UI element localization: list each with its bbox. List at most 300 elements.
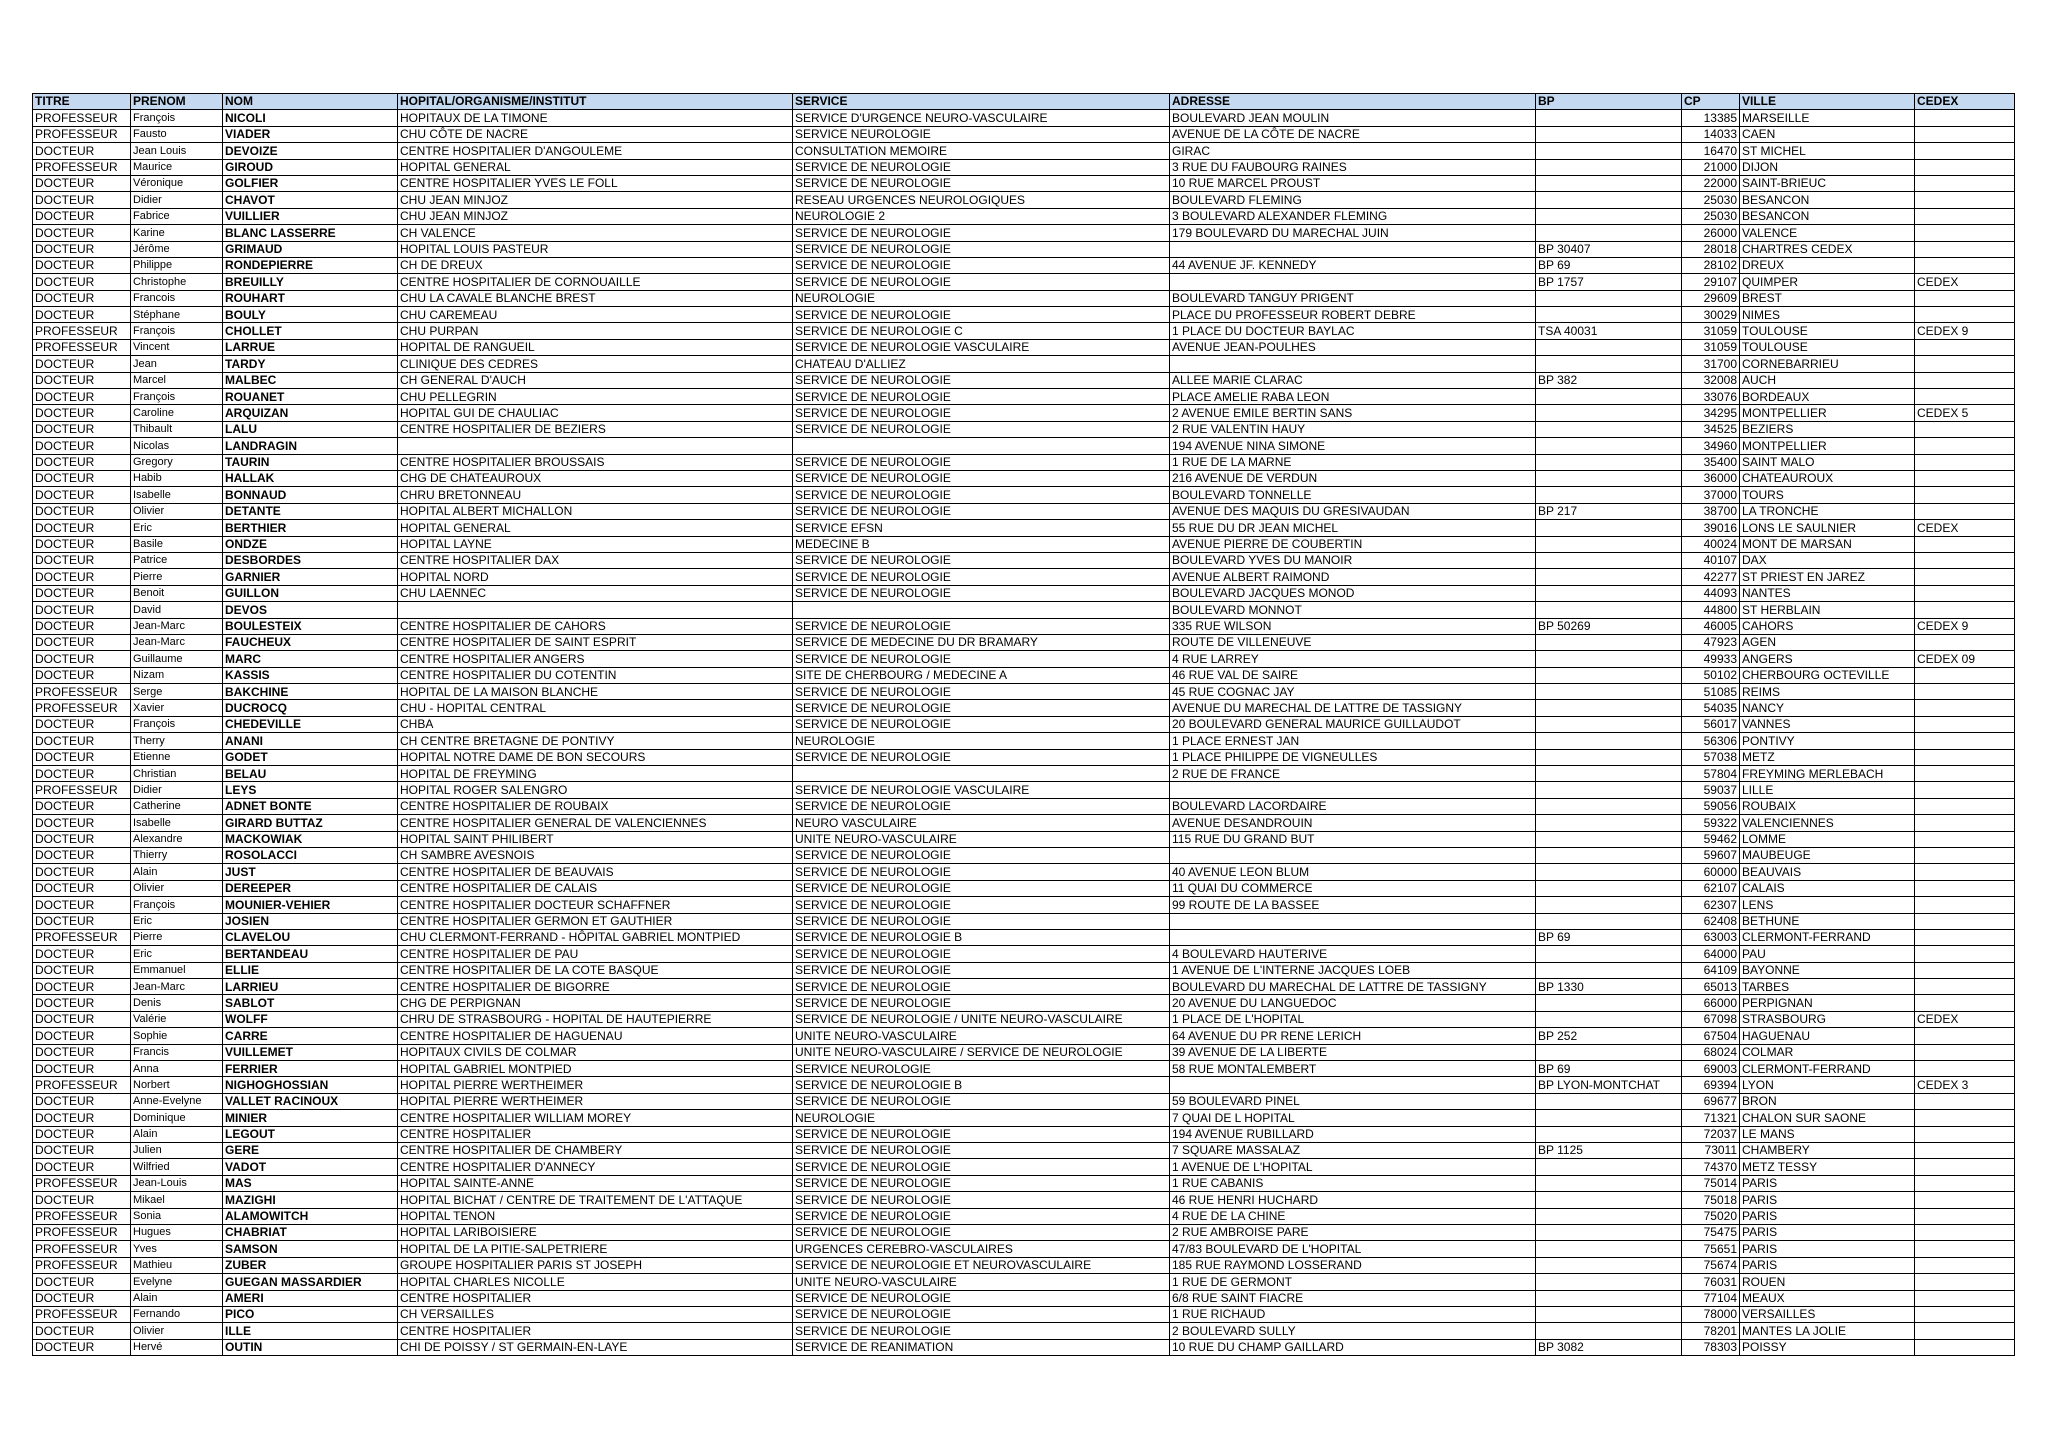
- cell-service: SERVICE EFSN: [793, 520, 1170, 536]
- cell-cp: 73011: [1682, 1143, 1740, 1159]
- cell-cp: 57038: [1682, 749, 1740, 765]
- cell-bp: [1536, 126, 1682, 142]
- cell-adresse: ALLEE MARIE CLARAC: [1170, 372, 1536, 388]
- cell-service: SERVICE DE NEUROLOGIE B: [793, 929, 1170, 945]
- cell-adresse: 20 BOULEVARD GENERAL MAURICE GUILLAUDOT: [1170, 716, 1536, 732]
- cell-prenom: Therry: [131, 733, 223, 749]
- table-row: [33, 110, 2015, 126]
- cell-bp: [1536, 536, 1682, 552]
- cell-prenom: Didier: [131, 192, 223, 208]
- cell-cp: 22000: [1682, 175, 1740, 191]
- cell-nom: MAZIGHI: [223, 1192, 398, 1208]
- cell-cedex: [1915, 143, 2015, 159]
- cell-service: SERVICE DE NEUROLOGIE: [793, 651, 1170, 667]
- cell-ville: PARIS: [1740, 1224, 1915, 1240]
- cell-prenom: Didier: [131, 782, 223, 798]
- cell-ville: PARIS: [1740, 1175, 1915, 1191]
- cell-nom: TAURIN: [223, 454, 398, 470]
- cell-bp: [1536, 569, 1682, 585]
- cell-prenom: Pierre: [131, 929, 223, 945]
- cell-cedex: [1915, 126, 2015, 142]
- cell-bp: BP 3082: [1536, 1339, 1682, 1355]
- cell-cp: 28102: [1682, 257, 1740, 273]
- cell-adresse: 46 RUE VAL DE SAIRE: [1170, 667, 1536, 683]
- cell-adresse: BOULEVARD TONNELLE: [1170, 487, 1536, 503]
- cell-cp: 50102: [1682, 667, 1740, 683]
- cell-service: NEUROLOGIE 2: [793, 208, 1170, 224]
- cell-cp: 62307: [1682, 897, 1740, 913]
- cell-prenom: Jean Louis: [131, 143, 223, 159]
- cell-cp: 54035: [1682, 700, 1740, 716]
- cell-nom: ARQUIZAN: [223, 405, 398, 421]
- cell-service: SERVICE DE NEUROLOGIE: [793, 995, 1170, 1011]
- cell-prenom: Jérôme: [131, 241, 223, 257]
- cell-ville: COLMAR: [1740, 1044, 1915, 1060]
- table-row: [33, 241, 2015, 257]
- table-row: [33, 175, 2015, 191]
- cell-cedex: [1915, 864, 2015, 880]
- cell-service: SERVICE DE NEUROLOGIE: [793, 569, 1170, 585]
- cell-cedex: [1915, 913, 2015, 929]
- cell-service: SERVICE DE NEUROLOGIE: [793, 372, 1170, 388]
- cell-cedex: [1915, 831, 2015, 847]
- cell-bp: [1536, 1208, 1682, 1224]
- cell-nom: HALLAK: [223, 470, 398, 486]
- header-cp: CP: [1682, 94, 1740, 110]
- cell-titre: DOCTEUR: [33, 1323, 131, 1339]
- cell-prenom: Alain: [131, 1126, 223, 1142]
- cell-service: [793, 602, 1170, 618]
- cell-titre: PROFESSEUR: [33, 1208, 131, 1224]
- table-row: [33, 192, 2015, 208]
- spreadsheet-page: [32, 93, 2014, 1356]
- cell-adresse: 1 PLACE DE L'HOPITAL: [1170, 1011, 1536, 1027]
- cell-hopital: CENTRE HOSPITALIER DE HAGUENAU: [398, 1028, 793, 1044]
- cell-prenom: Marcel: [131, 372, 223, 388]
- cell-titre: DOCTEUR: [33, 1339, 131, 1355]
- cell-service: SERVICE DE NEUROLOGIE: [793, 405, 1170, 421]
- table-row: [33, 1224, 2015, 1240]
- cell-cedex: [1915, 897, 2015, 913]
- cell-cedex: [1915, 749, 2015, 765]
- table-row: [33, 454, 2015, 470]
- cell-ville: BEZIERS: [1740, 421, 1915, 437]
- cell-ville: ANGERS: [1740, 651, 1915, 667]
- cell-cp: 67504: [1682, 1028, 1740, 1044]
- cell-service: SERVICE DE NEUROLOGIE: [793, 552, 1170, 568]
- cell-adresse: BOULEVARD DU MARECHAL DE LATTRE DE TASSIGNY: [1170, 979, 1536, 995]
- cell-bp: [1536, 389, 1682, 405]
- cell-adresse: [1170, 929, 1536, 945]
- cell-bp: [1536, 667, 1682, 683]
- cell-hopital: HOPITAL LOUIS PASTEUR: [398, 241, 793, 257]
- cell-cedex: [1915, 192, 2015, 208]
- cell-cedex: [1915, 438, 2015, 454]
- cell-service: SERVICE DE NEUROLOGIE: [793, 962, 1170, 978]
- cell-prenom: Jean: [131, 356, 223, 372]
- cell-adresse: 6/8 RUE SAINT FIACRE: [1170, 1290, 1536, 1306]
- cell-cedex: [1915, 1093, 2015, 1109]
- cell-ville: AUCH: [1740, 372, 1915, 388]
- cell-ville: PARIS: [1740, 1192, 1915, 1208]
- cell-prenom: David: [131, 602, 223, 618]
- cell-hopital: CENTRE HOSPITALIER WILLIAM MOREY: [398, 1110, 793, 1126]
- cell-prenom: Francois: [131, 290, 223, 306]
- cell-prenom: Etienne: [131, 749, 223, 765]
- cell-service: SERVICE DE NEUROLOGIE: [793, 798, 1170, 814]
- table-row: [33, 1208, 2015, 1224]
- cell-nom: FAUCHEUX: [223, 634, 398, 650]
- cell-nom: WOLFF: [223, 1011, 398, 1027]
- cell-cp: 75651: [1682, 1241, 1740, 1257]
- cell-titre: DOCTEUR: [33, 1061, 131, 1077]
- cell-service: SERVICE DE NEUROLOGIE: [793, 847, 1170, 863]
- cell-cedex: [1915, 1290, 2015, 1306]
- cell-hopital: CENTRE HOSPITALIER ANGERS: [398, 651, 793, 667]
- cell-cp: 29609: [1682, 290, 1740, 306]
- cell-nom: ALAMOWITCH: [223, 1208, 398, 1224]
- cell-adresse: [1170, 782, 1536, 798]
- cell-cp: 47923: [1682, 634, 1740, 650]
- cell-hopital: CENTRE HOSPITALIER DE CAHORS: [398, 618, 793, 634]
- cell-cedex: [1915, 1224, 2015, 1240]
- cell-service: SERVICE DE NEUROLOGIE: [793, 421, 1170, 437]
- table-row: [33, 798, 2015, 814]
- cell-adresse: GIRAC: [1170, 143, 1536, 159]
- cell-cedex: [1915, 766, 2015, 782]
- cell-titre: DOCTEUR: [33, 1044, 131, 1060]
- table-row: [33, 159, 2015, 175]
- cell-cedex: [1915, 1339, 2015, 1355]
- cell-adresse: 1 PLACE DU DOCTEUR BAYLAC: [1170, 323, 1536, 339]
- table-row: [33, 389, 2015, 405]
- cell-hopital: HOPITAL LARIBOISIERE: [398, 1224, 793, 1240]
- cell-titre: DOCTEUR: [33, 290, 131, 306]
- cell-ville: CHALON SUR SAONE: [1740, 1110, 1915, 1126]
- cell-prenom: Jean-Marc: [131, 634, 223, 650]
- cell-bp: [1536, 356, 1682, 372]
- cell-prenom: Valérie: [131, 1011, 223, 1027]
- cell-prenom: Eric: [131, 946, 223, 962]
- cell-nom: GERE: [223, 1143, 398, 1159]
- cell-titre: DOCTEUR: [33, 421, 131, 437]
- cell-hopital: CENTRE HOSPITALIER DE BIGORRE: [398, 979, 793, 995]
- cell-adresse: PLACE AMELIE RABA LEON: [1170, 389, 1536, 405]
- cell-nom: ILLE: [223, 1323, 398, 1339]
- cell-titre: DOCTEUR: [33, 585, 131, 601]
- cell-titre: PROFESSEUR: [33, 1175, 131, 1191]
- cell-hopital: CHU PURPAN: [398, 323, 793, 339]
- cell-cp: 35400: [1682, 454, 1740, 470]
- cell-ville: BRON: [1740, 1093, 1915, 1109]
- cell-hopital: HOPITAL GABRIEL MONTPIED: [398, 1061, 793, 1077]
- cell-hopital: CENTRE HOSPITALIER DE SAINT ESPRIT: [398, 634, 793, 650]
- cell-service: [793, 438, 1170, 454]
- cell-titre: DOCTEUR: [33, 569, 131, 585]
- cell-cp: 49933: [1682, 651, 1740, 667]
- cell-service: SERVICE DE MEDECINE DU DR BRAMARY: [793, 634, 1170, 650]
- cell-bp: BP 1125: [1536, 1143, 1682, 1159]
- cell-bp: [1536, 897, 1682, 913]
- cell-ville: CLERMONT-FERRAND: [1740, 929, 1915, 945]
- cell-nom: GARNIER: [223, 569, 398, 585]
- cell-cp: 40024: [1682, 536, 1740, 552]
- cell-service: SERVICE DE NEUROLOGIE: [793, 1093, 1170, 1109]
- cell-nom: MAS: [223, 1175, 398, 1191]
- cell-cedex: [1915, 1323, 2015, 1339]
- cell-service: SERVICE DE NEUROLOGIE: [793, 1208, 1170, 1224]
- cell-titre: DOCTEUR: [33, 1028, 131, 1044]
- cell-cp: 44093: [1682, 585, 1740, 601]
- cell-cedex: [1915, 1241, 2015, 1257]
- cell-cp: 59607: [1682, 847, 1740, 863]
- cell-prenom: Norbert: [131, 1077, 223, 1093]
- cell-ville: POISSY: [1740, 1339, 1915, 1355]
- cell-cedex: [1915, 110, 2015, 126]
- cell-cp: 46005: [1682, 618, 1740, 634]
- cell-cp: 28018: [1682, 241, 1740, 257]
- cell-nom: CARRE: [223, 1028, 398, 1044]
- cell-prenom: Benoit: [131, 585, 223, 601]
- cell-ville: VALENCIENNES: [1740, 815, 1915, 831]
- cell-cedex: CEDEX 09: [1915, 651, 2015, 667]
- cell-prenom: Pierre: [131, 569, 223, 585]
- cell-cp: 30029: [1682, 307, 1740, 323]
- cell-bp: BP 69: [1536, 1061, 1682, 1077]
- cell-nom: ROSOLACCI: [223, 847, 398, 863]
- table-row: [33, 143, 2015, 159]
- cell-cp: 78000: [1682, 1306, 1740, 1322]
- cell-bp: [1536, 1274, 1682, 1290]
- cell-bp: [1536, 192, 1682, 208]
- cell-ville: MARSEILLE: [1740, 110, 1915, 126]
- cell-cedex: [1915, 929, 2015, 945]
- cell-adresse: AVENUE JEAN-POULHES: [1170, 339, 1536, 355]
- cell-cp: 57804: [1682, 766, 1740, 782]
- cell-ville: NIMES: [1740, 307, 1915, 323]
- cell-bp: BP LYON-MONTCHAT: [1536, 1077, 1682, 1093]
- cell-hopital: CENTRE HOSPITALIER: [398, 1126, 793, 1142]
- cell-adresse: 3 BOULEVARD ALEXANDER FLEMING: [1170, 208, 1536, 224]
- cell-adresse: BOULEVARD JACQUES MONOD: [1170, 585, 1536, 601]
- cell-ville: ROUEN: [1740, 1274, 1915, 1290]
- cell-ville: PAU: [1740, 946, 1915, 962]
- cell-adresse: AVENUE DE LA CÔTE DE NACRE: [1170, 126, 1536, 142]
- cell-service: CHATEAU D'ALLIEZ: [793, 356, 1170, 372]
- cell-ville: LENS: [1740, 897, 1915, 913]
- cell-service: UNITE NEURO-VASCULAIRE / SERVICE DE NEUROLOGIE: [793, 1044, 1170, 1060]
- cell-nom: GODET: [223, 749, 398, 765]
- cell-bp: [1536, 1044, 1682, 1060]
- cell-prenom: Guillaume: [131, 651, 223, 667]
- cell-ville: LA TRONCHE: [1740, 503, 1915, 519]
- cell-service: SERVICE NEUROLOGIE: [793, 126, 1170, 142]
- cell-nom: ONDZE: [223, 536, 398, 552]
- cell-titre: DOCTEUR: [33, 979, 131, 995]
- table-row: [33, 569, 2015, 585]
- cell-cp: 26000: [1682, 225, 1740, 241]
- cell-service: NEUROLOGIE: [793, 290, 1170, 306]
- table-row: [33, 1061, 2015, 1077]
- cell-adresse: 1 RUE CABANIS: [1170, 1175, 1536, 1191]
- cell-nom: CHEDEVILLE: [223, 716, 398, 732]
- cell-bp: [1536, 1224, 1682, 1240]
- cell-nom: CHOLLET: [223, 323, 398, 339]
- cell-cedex: [1915, 1028, 2015, 1044]
- table-row: [33, 716, 2015, 732]
- cell-ville: CHERBOURG OCTEVILLE: [1740, 667, 1915, 683]
- table-body: [33, 110, 2015, 1356]
- cell-prenom: Hugues: [131, 1224, 223, 1240]
- table-row: [33, 356, 2015, 372]
- cell-bp: [1536, 454, 1682, 470]
- cell-bp: [1536, 946, 1682, 962]
- cell-adresse: 10 RUE MARCEL PROUST: [1170, 175, 1536, 191]
- cell-cp: 31700: [1682, 356, 1740, 372]
- cell-hopital: CENTRE HOSPITALIER DE PAU: [398, 946, 793, 962]
- cell-ville: BESANCON: [1740, 192, 1915, 208]
- cell-titre: DOCTEUR: [33, 831, 131, 847]
- cell-bp: [1536, 405, 1682, 421]
- cell-ville: MEAUX: [1740, 1290, 1915, 1306]
- table-row: [33, 766, 2015, 782]
- cell-nom: GIROUD: [223, 159, 398, 175]
- cell-bp: [1536, 339, 1682, 355]
- cell-titre: PROFESSEUR: [33, 1077, 131, 1093]
- cell-nom: BOULY: [223, 307, 398, 323]
- cell-prenom: Maurice: [131, 159, 223, 175]
- cell-adresse: AVENUE DU MARECHAL DE LATTRE DE TASSIGNY: [1170, 700, 1536, 716]
- cell-prenom: Sophie: [131, 1028, 223, 1044]
- cell-hopital: HOPITAL GUI DE CHAULIAC: [398, 405, 793, 421]
- cell-service: SERVICE DE NEUROLOGIE: [793, 503, 1170, 519]
- table-row: [33, 274, 2015, 290]
- cell-cedex: [1915, 257, 2015, 273]
- cell-cp: 36000: [1682, 470, 1740, 486]
- cell-service: SERVICE DE NEUROLOGIE: [793, 1175, 1170, 1191]
- cell-bp: [1536, 1175, 1682, 1191]
- table-row: [33, 536, 2015, 552]
- cell-service: UNITE NEURO-VASCULAIRE: [793, 1028, 1170, 1044]
- cell-nom: GUILLON: [223, 585, 398, 601]
- cell-cedex: [1915, 1126, 2015, 1142]
- cell-cp: 42277: [1682, 569, 1740, 585]
- table-row: [33, 962, 2015, 978]
- cell-bp: [1536, 913, 1682, 929]
- cell-cedex: [1915, 946, 2015, 962]
- cell-titre: DOCTEUR: [33, 470, 131, 486]
- contacts-table: [32, 93, 2015, 1356]
- cell-nom: SABLOT: [223, 995, 398, 1011]
- cell-ville: ST PRIEST EN JAREZ: [1740, 569, 1915, 585]
- cell-nom: LEGOUT: [223, 1126, 398, 1142]
- cell-adresse: 1 RUE RICHAUD: [1170, 1306, 1536, 1322]
- cell-titre: DOCTEUR: [33, 241, 131, 257]
- cell-bp: TSA 40031: [1536, 323, 1682, 339]
- cell-prenom: François: [131, 897, 223, 913]
- cell-adresse: 58 RUE MONTALEMBERT: [1170, 1061, 1536, 1077]
- cell-titre: DOCTEUR: [33, 634, 131, 650]
- cell-hopital: CH CENTRE BRETAGNE DE PONTIVY: [398, 733, 793, 749]
- cell-nom: FERRIER: [223, 1061, 398, 1077]
- cell-bp: [1536, 1323, 1682, 1339]
- cell-hopital: HOPITAL LAYNE: [398, 536, 793, 552]
- cell-bp: [1536, 651, 1682, 667]
- cell-titre: DOCTEUR: [33, 1143, 131, 1159]
- cell-service: SERVICE DE NEUROLOGIE: [793, 1159, 1170, 1175]
- cell-bp: [1536, 716, 1682, 732]
- cell-titre: DOCTEUR: [33, 1192, 131, 1208]
- cell-prenom: François: [131, 323, 223, 339]
- table-row: [33, 1274, 2015, 1290]
- cell-cedex: [1915, 159, 2015, 175]
- cell-nom: LANDRAGIN: [223, 438, 398, 454]
- cell-adresse: 179 BOULEVARD DU MARECHAL JUIN: [1170, 225, 1536, 241]
- cell-prenom: Catherine: [131, 798, 223, 814]
- cell-cp: 34960: [1682, 438, 1740, 454]
- cell-cedex: [1915, 241, 2015, 257]
- cell-cp: 71321: [1682, 1110, 1740, 1126]
- cell-prenom: Olivier: [131, 880, 223, 896]
- cell-service: SERVICE D'URGENCE NEURO-VASCULAIRE: [793, 110, 1170, 126]
- cell-cp: 31059: [1682, 323, 1740, 339]
- cell-bp: [1536, 470, 1682, 486]
- cell-adresse: 4 RUE LARREY: [1170, 651, 1536, 667]
- cell-bp: [1536, 520, 1682, 536]
- cell-hopital: CHU - HOPITAL CENTRAL: [398, 700, 793, 716]
- cell-titre: PROFESSEUR: [33, 1224, 131, 1240]
- cell-nom: TARDY: [223, 356, 398, 372]
- table-row: [33, 290, 2015, 306]
- cell-adresse: 3 RUE DU FAUBOURG RAINES: [1170, 159, 1536, 175]
- cell-ville: VALENCE: [1740, 225, 1915, 241]
- cell-cedex: [1915, 602, 2015, 618]
- cell-prenom: François: [131, 716, 223, 732]
- cell-cp: 75014: [1682, 1175, 1740, 1191]
- cell-cp: 65013: [1682, 979, 1740, 995]
- cell-nom: VADOT: [223, 1159, 398, 1175]
- cell-adresse: 7 QUAI DE L HOPITAL: [1170, 1110, 1536, 1126]
- cell-ville: VANNES: [1740, 716, 1915, 732]
- table-row: [33, 733, 2015, 749]
- table-row: [33, 864, 2015, 880]
- cell-hopital: CENTRE HOSPITALIER BROUSSAIS: [398, 454, 793, 470]
- cell-prenom: Julien: [131, 1143, 223, 1159]
- cell-bp: [1536, 175, 1682, 191]
- cell-bp: [1536, 1011, 1682, 1027]
- cell-prenom: Mikael: [131, 1192, 223, 1208]
- cell-service: UNITE NEURO-VASCULAIRE: [793, 831, 1170, 847]
- table-row: [33, 618, 2015, 634]
- cell-cp: 59322: [1682, 815, 1740, 831]
- cell-cedex: [1915, 700, 2015, 716]
- cell-service: SERVICE DE NEUROLOGIE: [793, 257, 1170, 273]
- cell-ville: PERPIGNAN: [1740, 995, 1915, 1011]
- cell-adresse: 2 RUE AMBROISE PARE: [1170, 1224, 1536, 1240]
- cell-cedex: [1915, 1306, 2015, 1322]
- cell-service: SERVICE DE NEUROLOGIE VASCULAIRE: [793, 782, 1170, 798]
- cell-hopital: CENTRE HOSPITALIER DU COTENTIN: [398, 667, 793, 683]
- cell-bp: [1536, 602, 1682, 618]
- table-row: [33, 257, 2015, 273]
- cell-titre: DOCTEUR: [33, 733, 131, 749]
- cell-titre: DOCTEUR: [33, 257, 131, 273]
- cell-cp: 59037: [1682, 782, 1740, 798]
- cell-cedex: [1915, 290, 2015, 306]
- cell-prenom: Hervé: [131, 1339, 223, 1355]
- cell-service: SERVICE DE NEUROLOGIE: [793, 749, 1170, 765]
- cell-cedex: [1915, 684, 2015, 700]
